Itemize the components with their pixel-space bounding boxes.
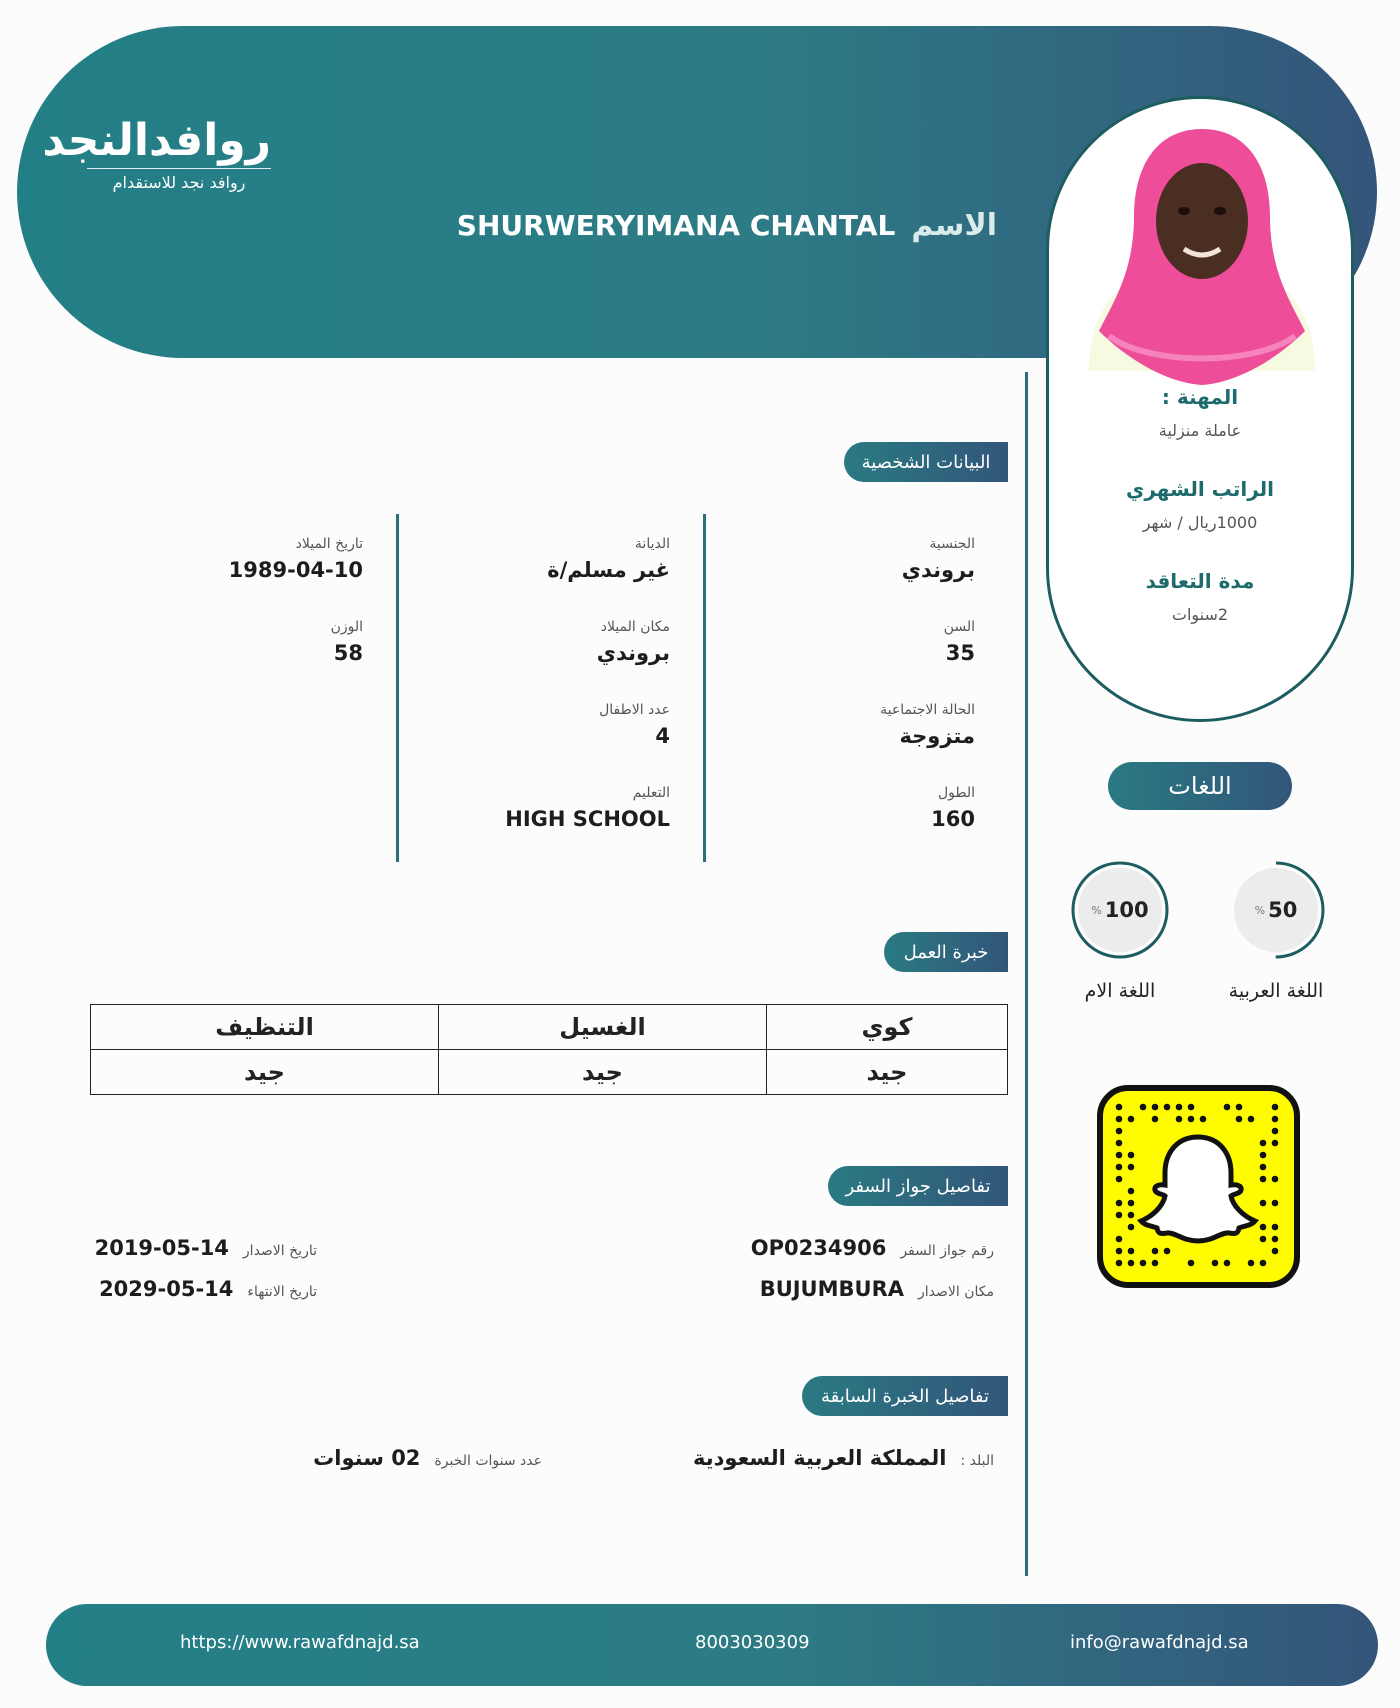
snapcode-dot <box>1236 1116 1243 1123</box>
arabic-language-name: اللغة العربية <box>1228 980 1324 1002</box>
table-row <box>91 1050 1008 1095</box>
table-row <box>91 1005 1008 1050</box>
snapcode-dot <box>1272 1128 1279 1135</box>
snapcode-dot <box>1164 1104 1171 1111</box>
dob-label: تاريخ الميلاد <box>295 536 363 552</box>
years-row <box>313 1446 542 1470</box>
snapcode-dot <box>1116 1116 1123 1123</box>
weight-value: 58 <box>333 641 363 665</box>
snapcode-dot <box>1164 1248 1171 1255</box>
snapcode-dot <box>1200 1116 1207 1123</box>
height-label: الطول <box>937 785 975 801</box>
languages-title: اللغات <box>1108 762 1292 810</box>
birthplace-value: بروندي <box>596 641 670 665</box>
snapcode-dot <box>1176 1116 1183 1123</box>
snapcode-dot <box>1272 1116 1279 1123</box>
brand-logo <box>42 115 271 192</box>
skill-level: جيد <box>439 1050 767 1095</box>
snapcode-dot <box>1128 1116 1135 1123</box>
profession-block <box>1049 385 1351 440</box>
snapcode-dot <box>1116 1152 1123 1159</box>
children-value: 4 <box>655 724 670 748</box>
issue-date-row <box>95 1236 317 1260</box>
profile-card <box>1046 96 1354 722</box>
snapcode-dot <box>1260 1152 1267 1159</box>
issue-place-value: BUJUMBURA <box>759 1277 904 1301</box>
snapcode-dot <box>1128 1224 1135 1231</box>
skill-header: الغسيل <box>439 1005 767 1050</box>
mother-language-name: اللغة الام <box>1084 980 1156 1002</box>
snapcode-dot <box>1260 1236 1267 1243</box>
percent-sign: % <box>1091 903 1102 917</box>
dob-field <box>229 536 363 582</box>
snapcode-dot <box>1128 1212 1135 1219</box>
age-label: السن <box>943 619 975 635</box>
phone-number[interactable]: 8003030309 <box>695 1632 810 1653</box>
percent-sign: % <box>1254 903 1266 917</box>
passport-number-label: رقم جواز السفر <box>900 1243 994 1259</box>
snapchat-qr-icon[interactable] <box>1097 1085 1300 1288</box>
snapcode-dot <box>1212 1260 1219 1267</box>
snapcode-dot <box>1260 1224 1267 1231</box>
snapcode-dot <box>1128 1200 1135 1207</box>
expiry-date-value: 2029-05-14 <box>99 1277 234 1301</box>
mother-percent-value: 100 <box>1104 898 1149 922</box>
weight-field <box>331 619 363 665</box>
salary-label: الراتب الشهري <box>1126 477 1274 501</box>
snapcode-dot <box>1272 1140 1279 1147</box>
snapcode-dot <box>1272 1224 1279 1231</box>
logo-wordmark: روافدالنجد <box>87 118 271 169</box>
education-field <box>505 785 670 831</box>
arabic-language-ring <box>1226 860 1326 960</box>
snapcode-dot <box>1152 1116 1159 1123</box>
snapcode-dot <box>1260 1140 1267 1147</box>
snapcode-dot <box>1248 1260 1255 1267</box>
passport-number-row <box>751 1236 994 1260</box>
snapcode-dot <box>1224 1260 1231 1267</box>
snapcode-dot <box>1272 1248 1279 1255</box>
section-personal: البيانات الشخصية <box>844 442 1008 482</box>
worker-name-row <box>457 208 997 243</box>
expiry-date-row <box>99 1277 317 1301</box>
snapcode-dot <box>1188 1104 1195 1111</box>
snapcode-dot <box>1116 1236 1123 1243</box>
snapcode-dot <box>1236 1104 1243 1111</box>
snapcode-dot <box>1116 1212 1123 1219</box>
website-link[interactable]: https://www.rawafdnajd.sa <box>180 1632 420 1653</box>
birthplace-label: مكان الميلاد <box>600 619 670 635</box>
passport-number-value: OP0234906 <box>750 1236 887 1260</box>
expiry-date-label: تاريخ الانتهاء <box>247 1284 317 1300</box>
religion-value: غير مسلم/ة <box>547 558 670 582</box>
snapcode-dot <box>1272 1200 1279 1207</box>
snapcode-dot <box>1176 1104 1183 1111</box>
years-label: عدد سنوات الخبرة <box>434 1453 542 1469</box>
snapcode-dot <box>1116 1128 1123 1135</box>
snapcode-dot <box>1224 1104 1231 1111</box>
snapcode-dot <box>1260 1176 1267 1183</box>
snapcode-dot <box>1128 1188 1135 1195</box>
skill-header: التنظيف <box>91 1005 439 1050</box>
section-passport: تفاصيل جواز السفر <box>828 1166 1008 1206</box>
footer-bar <box>46 1604 1378 1686</box>
snapcode-dot <box>1116 1104 1123 1111</box>
marital-value: متزوجة <box>899 724 975 748</box>
skill-level: جيد <box>767 1050 1008 1095</box>
marital-field <box>880 702 975 748</box>
country-label: البلد : <box>960 1453 994 1469</box>
snapcode-dot <box>1128 1260 1135 1267</box>
contract-value: 2سنوات <box>1171 605 1229 624</box>
nationality-value: بروندي <box>901 558 975 582</box>
contract-block <box>1049 569 1351 624</box>
marital-label: الحالة الاجتماعية <box>880 702 975 718</box>
dob-value: 1989-04-10 <box>228 558 363 582</box>
height-field <box>931 785 975 831</box>
age-value: 35 <box>945 641 975 665</box>
logo-tagline: روافد نجد للاستقدام <box>112 173 246 192</box>
height-value: 160 <box>931 807 975 831</box>
children-label: عدد الاطفال <box>599 702 670 718</box>
mother-percent <box>1070 860 1170 960</box>
worker-name: SHURWERYIMANA CHANTAL <box>456 209 896 242</box>
issue-date-value: 2019-05-14 <box>94 1236 229 1260</box>
snapcode-dot <box>1260 1260 1267 1267</box>
snapcode-dot <box>1116 1248 1123 1255</box>
religion-field <box>547 536 670 582</box>
snapcode-dot <box>1272 1236 1279 1243</box>
country-row <box>693 1446 994 1470</box>
skill-header: كوي <box>767 1005 1008 1050</box>
country-value: المملكة العربية السعودية <box>693 1446 947 1470</box>
weight-label: الوزن <box>330 619 363 635</box>
nationality-label: الجنسية <box>929 536 975 552</box>
religion-label: الديانة <box>634 536 670 552</box>
education-label: التعليم <box>632 785 670 801</box>
snapcode-dot <box>1116 1260 1123 1267</box>
skills-table <box>90 1004 1008 1095</box>
snapcode-dot <box>1116 1140 1123 1147</box>
name-label: الاسم <box>911 208 997 243</box>
arabic-percent-value: 50 <box>1268 898 1298 922</box>
column-divider <box>396 514 399 862</box>
contract-label: مدة التعاقد <box>1145 569 1255 593</box>
snapcode-dot <box>1188 1260 1195 1267</box>
snapcode-dot <box>1128 1152 1135 1159</box>
years-value: 02 سنوات <box>313 1446 421 1470</box>
snapcode-dot <box>1260 1200 1267 1207</box>
snapcode-dot <box>1260 1164 1267 1171</box>
worker-photo <box>1079 121 1325 389</box>
section-experience: خبرة العمل <box>884 932 1008 972</box>
children-field <box>599 702 670 748</box>
education-value: HIGH SCHOOL <box>505 807 670 831</box>
snapcode-dot <box>1152 1104 1159 1111</box>
email-link[interactable]: info@rawafdnajd.sa <box>1070 1632 1249 1653</box>
snapcode-dot <box>1128 1248 1135 1255</box>
snapcode-dot <box>1152 1248 1159 1255</box>
snapcode-dot <box>1272 1176 1279 1183</box>
nationality-field <box>902 536 975 582</box>
snapcode-dot <box>1140 1104 1147 1111</box>
snapcode-dot <box>1116 1164 1123 1171</box>
snapcode-dot <box>1116 1200 1123 1207</box>
snapcode-dot <box>1152 1260 1159 1267</box>
issue-date-label: تاريخ الاصدار <box>242 1243 317 1259</box>
column-divider <box>703 514 706 862</box>
snapcode-dot <box>1248 1116 1255 1123</box>
timeline-line <box>1025 372 1028 1576</box>
snapcode-dot <box>1272 1104 1279 1111</box>
snapcode-dot <box>1140 1260 1147 1267</box>
arabic-percent <box>1226 860 1326 960</box>
mother-language-ring <box>1070 860 1170 960</box>
salary-value: 1000ريال / شهر <box>1142 513 1258 532</box>
snapcode-dot <box>1188 1116 1195 1123</box>
section-previous: تفاصيل الخبرة السابقة <box>802 1376 1008 1416</box>
snapcode-dot <box>1128 1164 1135 1171</box>
snapcode-dot <box>1116 1176 1123 1183</box>
profession-value: عاملة منزلية <box>1158 421 1242 440</box>
issue-place-label: مكان الاصدار <box>918 1284 994 1300</box>
profession-label: المهنة : <box>1161 385 1239 409</box>
issue-place-row <box>760 1277 994 1301</box>
skill-level: جيد <box>91 1050 439 1095</box>
age-field <box>944 619 975 665</box>
birthplace-field <box>597 619 670 665</box>
salary-block <box>1049 477 1351 532</box>
